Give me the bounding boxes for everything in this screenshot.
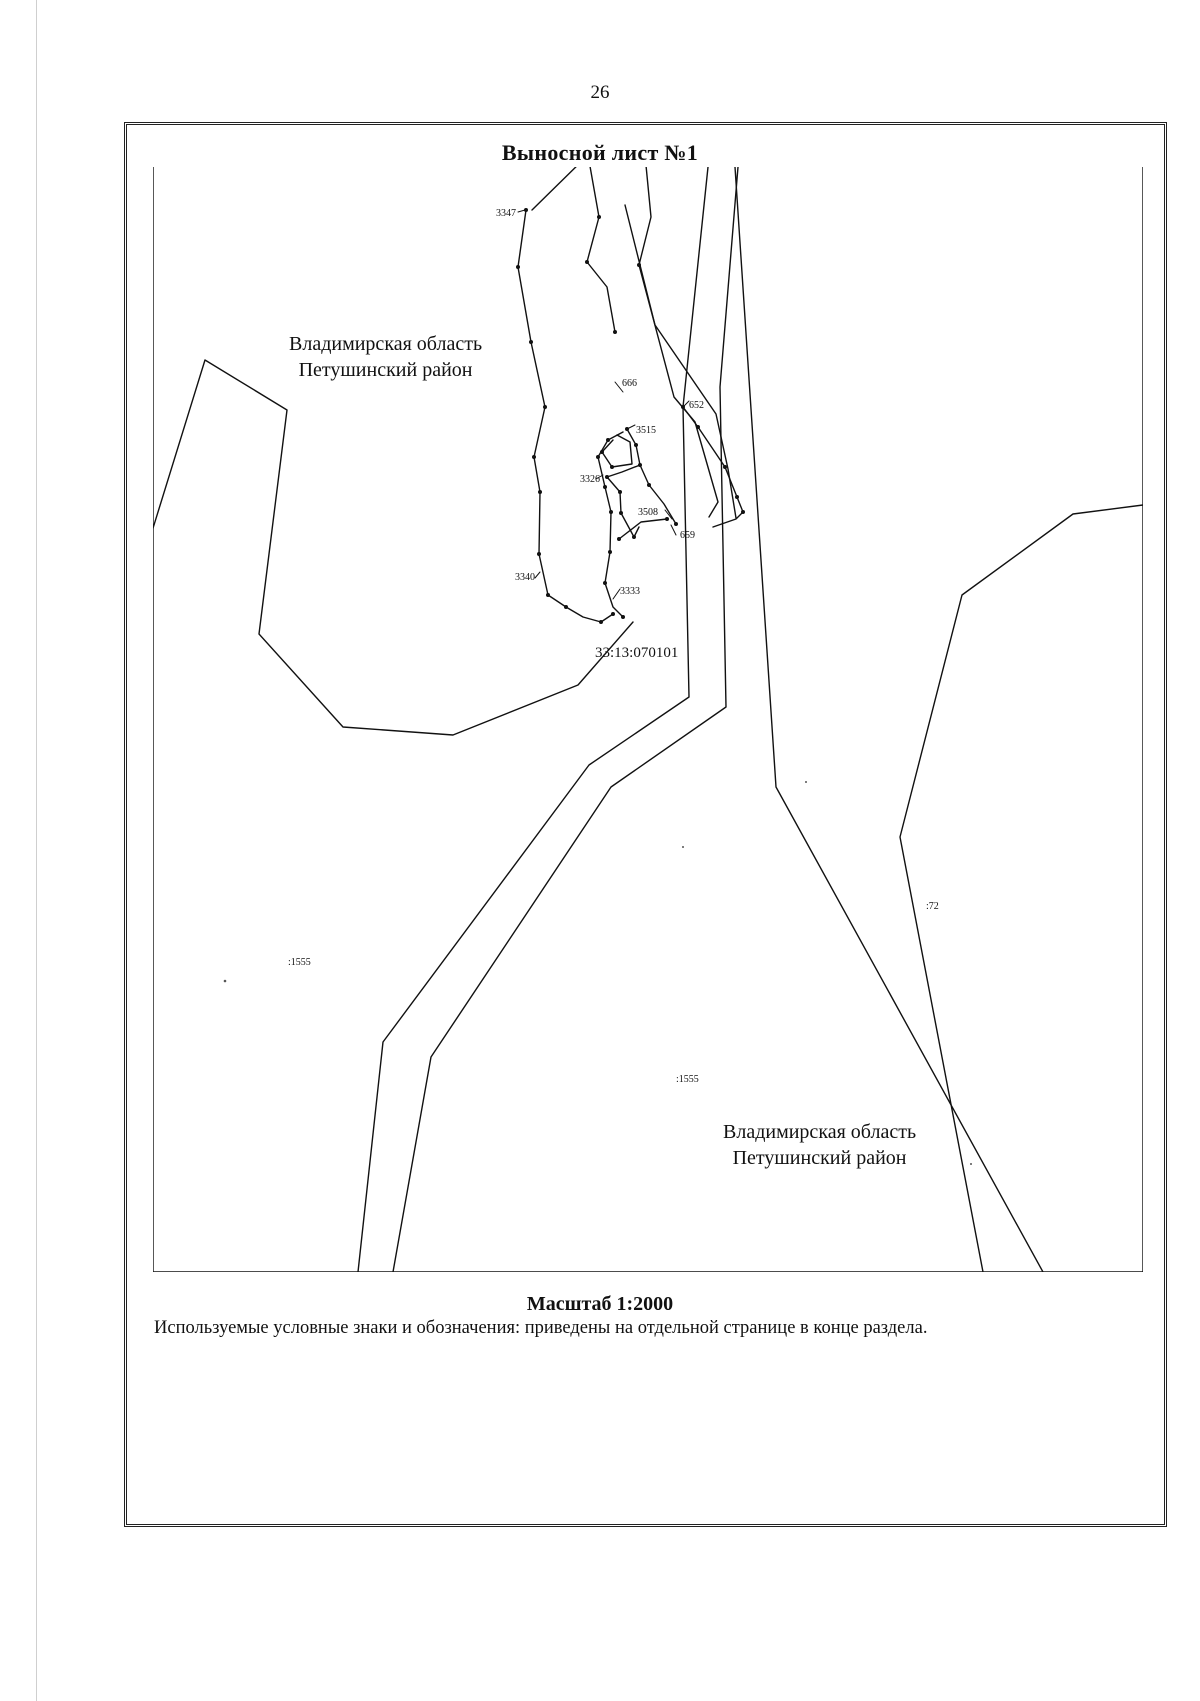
region-label-northwest [289, 331, 482, 383]
point-label-659: 659 [680, 530, 695, 541]
point-label-666: 666 [622, 378, 637, 389]
boundary-line-north-1 [532, 167, 588, 210]
region-label-south [723, 1119, 916, 1171]
parcel-label-1555-south: :1555 [676, 1074, 699, 1085]
scan-specks [224, 781, 972, 1165]
parcel-boundary-east [900, 505, 1143, 1272]
parcel-boundary-west [153, 360, 633, 735]
point-label-3515: 3515 [636, 425, 656, 436]
point-label-3340: 3340 [515, 572, 535, 583]
region-label-line2: Петушинский район [298, 359, 473, 381]
region-label-line1: Владимирская область [289, 333, 483, 355]
legend-note: Используемые условные знаки и обозначения: приведены на отдельной странице в конце раздела. [154, 1318, 928, 1338]
point-label-3347: 3347 [496, 208, 516, 219]
parcel-label-72: :72 [926, 901, 939, 912]
boundary-line-east-diagonal [735, 167, 1043, 1272]
scale-label: Масштаб 1:2000 [526, 1293, 674, 1315]
boundary-line-north-3 [639, 167, 718, 517]
page-number: 26 [590, 82, 610, 103]
label-leaders [518, 210, 689, 599]
point-label-3326: 3326 [580, 474, 600, 485]
cadastral-block-label: 33:13:070101 [595, 645, 679, 661]
point-label-3508: 3508 [638, 507, 658, 518]
point-label-652: 652 [689, 400, 704, 411]
map-area [153, 167, 1143, 1272]
parcel-label-1555-west: :1555 [288, 957, 311, 968]
point-label-3333: 3333 [620, 586, 640, 597]
survey-vertices [516, 208, 745, 624]
region-label-line1: Владимирская область [723, 1121, 917, 1143]
sheet-title: Выносной лист №1 [501, 140, 699, 165]
region-label-line2: Петушинский район [732, 1147, 907, 1169]
boundary-line-north-2 [587, 167, 615, 332]
scan-edge-line [36, 0, 37, 1701]
survey-contour-west [518, 210, 613, 622]
